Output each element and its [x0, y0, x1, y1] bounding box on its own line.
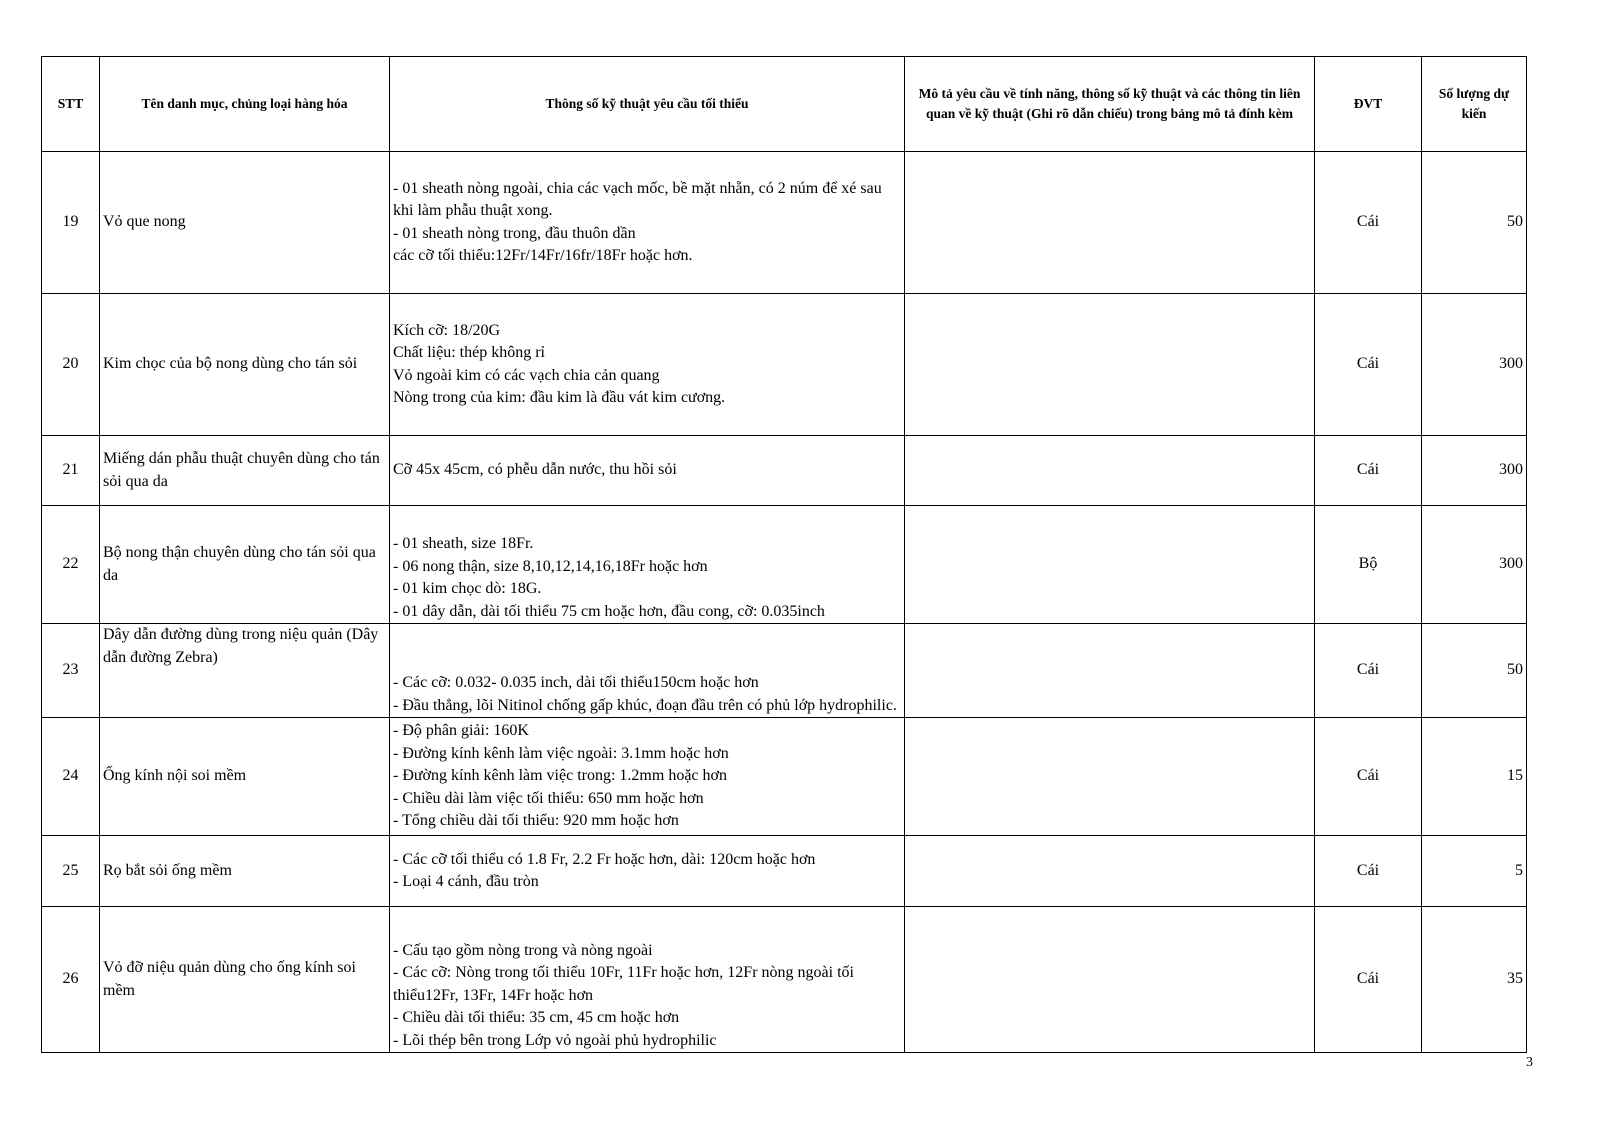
header-unit: ĐVT: [1315, 57, 1422, 152]
row-unit: Cái: [1315, 836, 1422, 907]
row-unit: Cái: [1315, 436, 1422, 506]
row-stt: 22: [42, 506, 100, 624]
row-description: [905, 436, 1315, 506]
row-quantity: 5: [1422, 836, 1527, 907]
table-row: [42, 294, 1527, 436]
row-quantity: 50: [1422, 152, 1527, 294]
row-name: Rọ bắt sỏi ống mềm: [100, 836, 390, 907]
table-row: [42, 907, 1527, 1053]
row-name: Bộ nong thận chuyên dùng cho tán sỏi qua da: [100, 506, 390, 624]
page-number: 3: [1526, 1055, 1533, 1070]
row-spec: - Cấu tạo gồm nòng trong và nòng ngoài - Các cỡ: Nòng trong tối thiểu 10Fr, 11Fr hoặc hơn, 12Fr nòng ngoài tối thiểu12Fr, 13Fr, 14Fr hoặc hơn - Chiều dài tối thiểu: 35 cm, 45 cm hoặc hơn - Lõi thép bên trong Lớp vỏ ngoài phủ hydrophilic: [390, 907, 905, 1053]
table-row: [42, 718, 1527, 836]
row-unit: Cái: [1315, 718, 1422, 836]
row-description: [905, 836, 1315, 907]
table-row: [42, 436, 1527, 506]
row-spec: - Các cỡ: 0.032- 0.035 inch, dài tối thiểu150cm hoặc hơn - Đầu thẳng, lõi Nitinol chống gấp khúc, đoạn đầu trên có phủ lớp hydrophilic.: [390, 624, 905, 718]
row-stt: 23: [42, 624, 100, 718]
row-description: [905, 907, 1315, 1053]
row-description: [905, 506, 1315, 624]
row-unit: Cái: [1315, 294, 1422, 436]
row-quantity: 300: [1422, 294, 1527, 436]
row-name: Vỏ đỡ niệu quản dùng cho ống kính soi mềm: [100, 907, 390, 1053]
row-stt: 26: [42, 907, 100, 1053]
row-name: Vỏ que nong: [100, 152, 390, 294]
row-stt: 20: [42, 294, 100, 436]
row-quantity: 50: [1422, 624, 1527, 718]
row-unit: Bộ: [1315, 506, 1422, 624]
table-row: [42, 624, 1527, 718]
header-quantity: Số lượng dự kiến: [1422, 57, 1527, 152]
row-description: [905, 624, 1315, 718]
row-name: Ống kính nội soi mềm: [100, 718, 390, 836]
row-unit: Cái: [1315, 152, 1422, 294]
row-stt: 24: [42, 718, 100, 836]
row-stt: 25: [42, 836, 100, 907]
header-stt: STT: [42, 57, 100, 152]
table-row: [42, 506, 1527, 624]
specification-table: [41, 56, 1527, 1053]
row-spec: Kích cỡ: 18/20G Chất liệu: thép không rỉ Vỏ ngoài kim có các vạch chia cản quang Nòng trong của kim: đầu kim là đầu vát kim cương.: [390, 294, 905, 436]
row-quantity: 300: [1422, 506, 1527, 624]
row-unit: Cái: [1315, 907, 1422, 1053]
row-quantity: 300: [1422, 436, 1527, 506]
table-row: [42, 836, 1527, 907]
row-name: Kim chọc của bộ nong dùng cho tán sỏi: [100, 294, 390, 436]
row-description: [905, 294, 1315, 436]
row-name: Dây dẫn đường dùng trong niệu quản (Dây dẫn đường Zebra): [100, 624, 390, 718]
header-spec: Thông số kỹ thuật yêu cầu tối thiểu: [390, 57, 905, 152]
row-spec: - Độ phân giải: 160K - Đường kính kênh làm việc ngoài: 3.1mm hoặc hơn - Đường kính kênh làm việc trong: 1.2mm hoặc hơn - Chiều dài làm việc tối thiểu: 650 mm hoặc hơn - Tổng chiều dài tối thiểu: 920 mm hoặc hơn: [390, 718, 905, 836]
header-row: [42, 57, 1527, 152]
row-description: [905, 718, 1315, 836]
row-spec: - Các cỡ tối thiểu có 1.8 Fr, 2.2 Fr hoặc hơn, dài: 120cm hoặc hơn - Loại 4 cánh, đầu tròn: [390, 836, 905, 907]
row-spec: - 01 sheath nòng ngoài, chia các vạch mốc, bề mặt nhẵn, có 2 núm để xé sau khi làm phẫu thuật xong. - 01 sheath nòng trong, đầu thuôn dần các cỡ tối thiểu:12Fr/14Fr/16fr/18Fr hoặc hơn.: [390, 152, 905, 294]
row-stt: 21: [42, 436, 100, 506]
row-spec: - 01 sheath, size 18Fr. - 06 nong thận, size 8,10,12,14,16,18Fr hoặc hơn - 01 kim chọc dò: 18G. - 01 dây dẫn, dài tối thiểu 75 cm hoặc hơn, đầu cong, cỡ: 0.035inch: [390, 506, 905, 624]
row-stt: 19: [42, 152, 100, 294]
row-quantity: 15: [1422, 718, 1527, 836]
row-description: [905, 152, 1315, 294]
row-spec: Cỡ 45x 45cm, có phễu dẫn nước, thu hồi sỏi: [390, 436, 905, 506]
header-name: Tên danh mục, chủng loại hàng hóa: [100, 57, 390, 152]
header-description: Mô tả yêu cầu về tính năng, thông số kỹ thuật và các thông tin liên quan về kỹ thuật (Ghi rõ dẫn chiếu) trong bảng mô tả đính kèm: [905, 57, 1315, 152]
row-name: Miếng dán phẫu thuật chuyên dùng cho tán sỏi qua da: [100, 436, 390, 506]
table-row: [42, 152, 1527, 294]
row-quantity: 35: [1422, 907, 1527, 1053]
row-unit: Cái: [1315, 624, 1422, 718]
